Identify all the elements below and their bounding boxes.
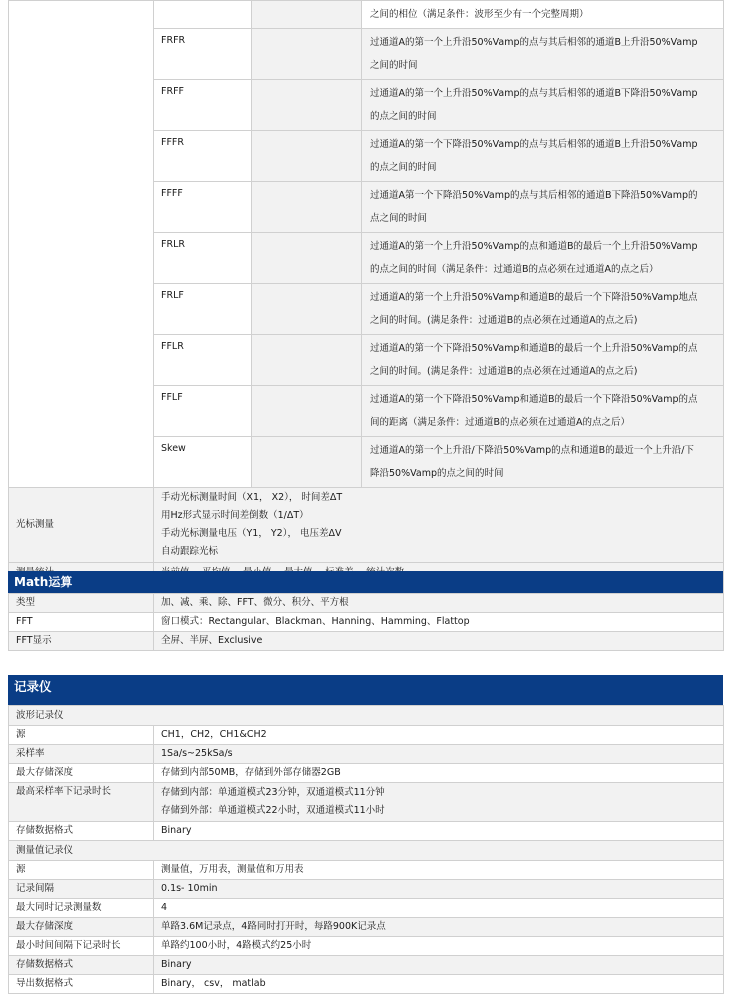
rec-key: 存储数据格式 [9,956,154,975]
measure-desc: 过通道A的第一个上升沿/下降沿50%Vamp的点和通道B的最近一个上升沿/下 降沿50%Vamp的点之间的时间 [362,437,724,488]
table-row [9,783,724,822]
measure-name: FRLF [154,284,252,335]
measure-desc: 过通道A的第一个上升沿50%Vamp的点和通道B的最后一个上升沿50%Vamp 的点之间的时间（满足条件：过通道B的点必须在过通道A的点之后） [362,233,724,284]
table-row [9,899,724,918]
measure-name: FRFR [154,29,252,80]
measure-desc: 之间的相位（满足条件：波形至少有一个完整周期） [362,1,724,29]
table-row [9,745,724,764]
math-value: 窗口模式：Rectangular、Blackman、Hanning、Hamming、Flattop [154,613,724,632]
rec-key: 采样率 [9,745,154,764]
table-row [9,975,724,994]
measure-desc: 过通道A的第一个上升沿50%Vamp的点与其后相邻的通道B上升沿50%Vamp 之间的时间 [362,29,724,80]
rec-key: 导出数据格式 [9,975,154,994]
rec-key: 最大同时记录测量数 [9,899,154,918]
table-row [9,594,724,613]
rec-value: 4 [154,899,724,918]
measurement-table [8,0,724,603]
table-row [9,861,724,880]
table-row [9,918,724,937]
section-title-math: Math运算 [8,571,723,593]
math-value: 全屏、半屏、Exclusive [154,632,724,651]
table-row [9,822,724,841]
table-row [9,613,724,632]
rec-value: 单路约100小时，4路模式约25小时 [154,937,724,956]
measure-desc: 过通道A的第一个上升沿50%Vamp和通道B的最后一个下降沿50%Vamp地点 之间的时间。(满足条件：过通道B的点必须在过通道A的点之后) [362,284,724,335]
measure-desc: 过通道A的第一个下降沿50%Vamp和通道B的最后一个下降沿50%Vamp的点 间的距离（满足条件：过通道B的点必须在过通道A的点之后） [362,386,724,437]
table-row [9,632,724,651]
measure-name: FFLR [154,335,252,386]
rec-key: 最大存储深度 [9,764,154,783]
subsection-header: 波形记录仪 [9,706,724,726]
measure-name: FRLR [154,233,252,284]
table-row [9,726,724,745]
table-row [9,488,724,563]
table-row [9,937,724,956]
math-key: FFT [9,613,154,632]
measure-name: Skew [154,437,252,488]
table-row [9,956,724,975]
rec-key: 最高采样率下记录时长 [9,783,154,822]
measure-desc: 过通道A的第一个上升沿50%Vamp的点与其后相邻的通道B下降沿50%Vamp 的点之间的时间 [362,80,724,131]
rec-value: 0.1s- 10min [154,880,724,899]
measure-name: FFFF [154,182,252,233]
rec-value: 1Sa/s~25kSa/s [154,745,724,764]
rec-value: 存储到内部：单通道模式23分钟，双通道模式11分钟 存储到外部：单通道模式22小时，双通道模式11小时 [154,783,724,822]
rec-value: Binary [154,956,724,975]
measure-desc: 过通道A的第一个下降沿50%Vamp和通道B的最后一个上升沿50%Vamp的点 之间的时间。(满足条件：过通道B的点必须在过通道A的点之后) [362,335,724,386]
measure-desc: 过通道A第一个下降沿50%Vamp的点与其后相邻的通道B下降沿50%Vamp的 点之间的时间 [362,182,724,233]
group-label-cell [9,1,154,488]
rec-key: 源 [9,726,154,745]
recorder-table [8,705,724,994]
measure-desc: 过通道A的第一个下降沿50%Vamp的点与其后相邻的通道B上升沿50%Vamp 的点之间的时间 [362,131,724,182]
math-section [8,571,723,651]
rec-value: 存储到内部50MB，存储到外部存储器2GB [154,764,724,783]
math-key: 类型 [9,594,154,613]
math-table [8,593,724,651]
rec-value: 单路3.6M记录点，4路同时打开时，每路900K记录点 [154,918,724,937]
rec-value: Binary [154,822,724,841]
table-row [9,880,724,899]
rec-key: 存储数据格式 [9,822,154,841]
section-title-recorder: 记录仪 [8,675,723,705]
rec-key: 记录间隔 [9,880,154,899]
rec-value: 测量值，万用表，测量值和万用表 [154,861,724,880]
rec-key: 最小时间间隔下记录时长 [9,937,154,956]
table-row [9,764,724,783]
cursor-values: 手动光标测量时间（X1， X2）， 时间差ΔT 用Hz形式显示时间差倒数（1/ΔT） 手动光标测量电压（Y1， Y2）， 电压差ΔV 自动跟踪光标 [154,488,724,563]
math-key: FFT显示 [9,632,154,651]
subsection-header: 测量值记录仪 [9,841,724,861]
measure-name: FFFR [154,131,252,182]
rec-value: CH1，CH2，CH1&CH2 [154,726,724,745]
math-value: 加、减、乘、除、FFT、微分、积分、平方根 [154,594,724,613]
measure-name: FRFF [154,80,252,131]
recorder-section [8,675,723,994]
rec-value: Binary， csv， matlab [154,975,724,994]
measure-name: FFLF [154,386,252,437]
rec-key: 源 [9,861,154,880]
table-row [9,1,724,29]
rec-key: 最大存储深度 [9,918,154,937]
cursor-label: 光标测量 [9,488,154,563]
